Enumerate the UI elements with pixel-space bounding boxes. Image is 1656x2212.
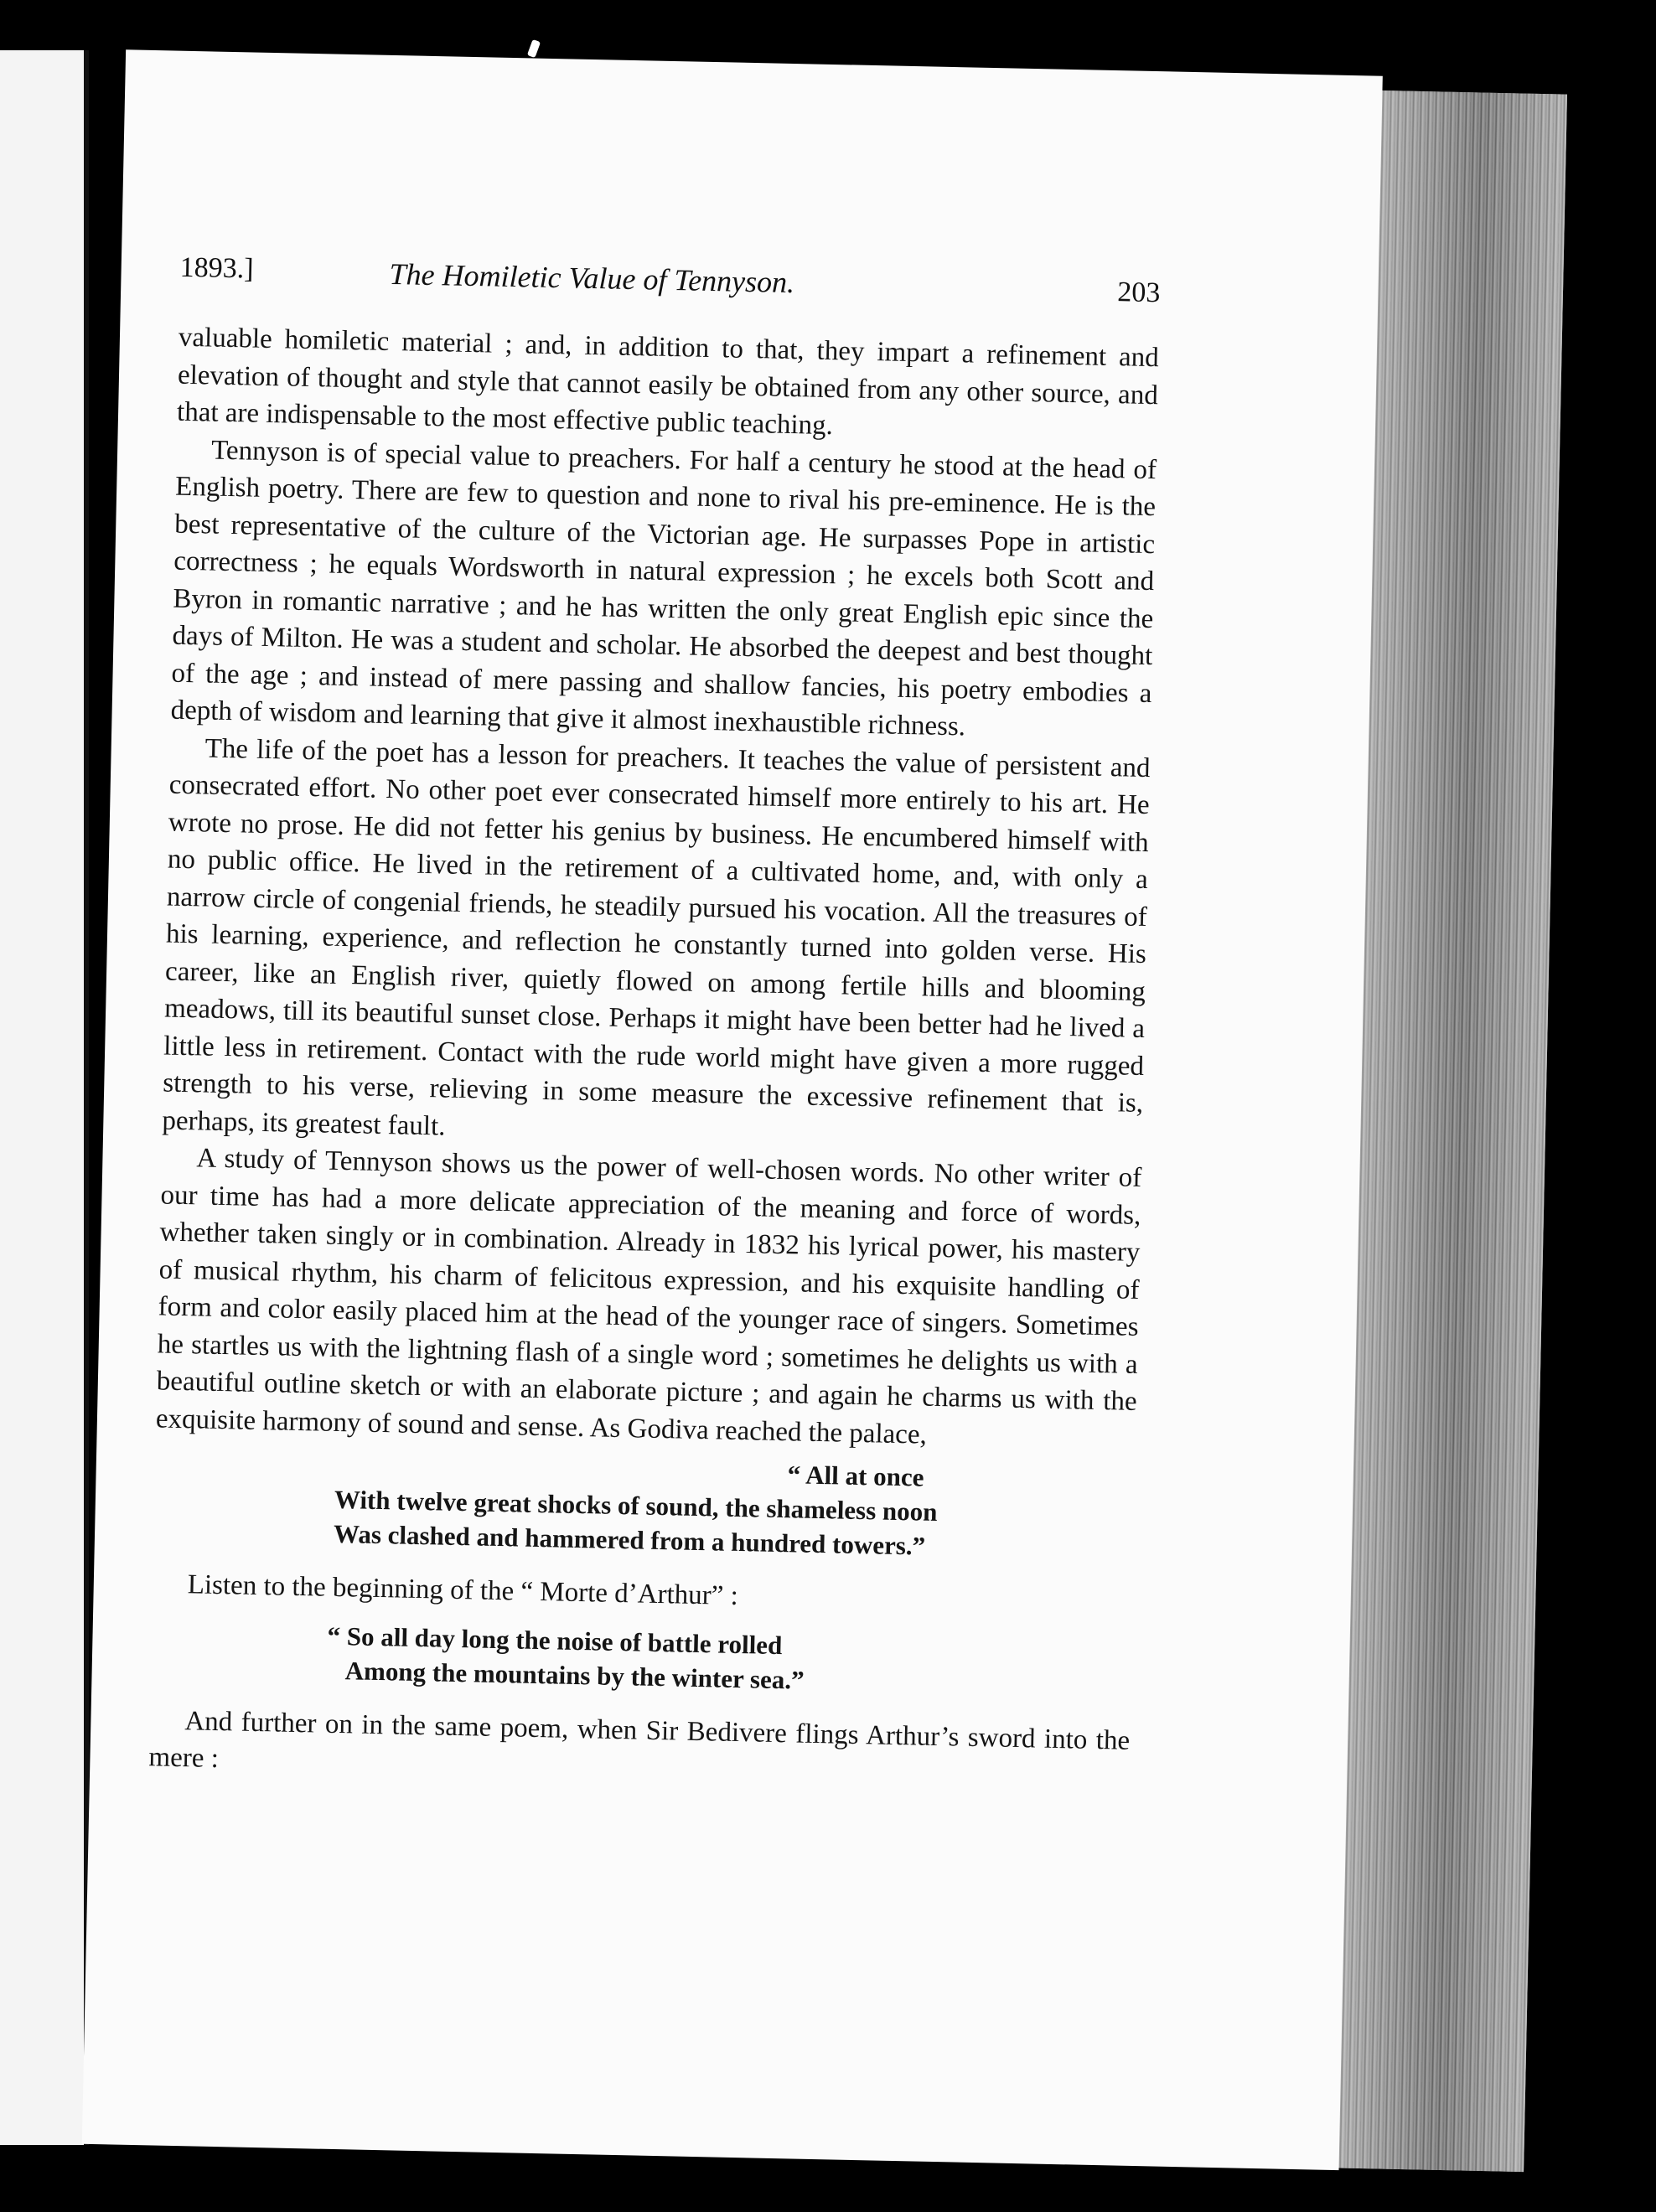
verse-line: Was clashed and hammered from a hundred towers.” [333,1518,926,1561]
book-page [82,49,1383,2170]
page-body [148,319,1159,1797]
verse-line: Among the mountains by the winter sea.” [344,1655,805,1695]
verse-quote-godiva [153,1444,1136,1567]
paragraph: A study of Tennyson shows us the power of well-chosen words. No other writer of our time has had a more delicate appreciation of the meaning and force of words, whether taken singly or in combination. Already in 1832 his lyrical power, his mastery of musical rhythm, his charm of felicitous expression, and his exquisite handling of form and color easily placed him at the head of the younger race of singers. Sometimes he startles us with the lightning flash of a single word ; sometimes he delights us with a beautiful outline sketch or with an elaborate picture ; and again he charms us with the exquisite harmony of sound and sense. As Godiva reached the palace, [155,1143,1142,1450]
paragraph: The life of the poet has a lesson for preachers. It teaches the value of persistent and consecrated effort. No other poet ever consecrated himself more entirely to his art. He wrote no prose. He did not fetter his genius by business. He encumbered himself with no public office. He lived in the retirement of a cultivated home, and, with only a narrow circle of congenial friends, he steadily pursued his vocation. All the treasures of his learning, experience, and reflection he constantly turned into golden verse. His career, like an English river, quietly flowed on among fertile hills and blooming meadows, till its beautiful sunset close. Perhaps it might have been better had he lived a little less in retirement. Contact with the rude world might have given a more rugged strength to his verse, relieving in some measure the excessive refinement that is, perhaps, its greatest fault. [162,732,1151,1142]
facing-page-edge [0,50,89,2145]
paragraph-continuation: valuable homiletic material ; and, in addition to that, they impart a refinement and elevation of thought and style that cannot easily be obtained from any other source, and that are indispensable to the most effective public teaching. [176,322,1160,442]
header-year: 1893.] [179,251,254,285]
verse-quote-morte-darthur [150,1615,1131,1703]
scan-speck [527,39,541,58]
paragraph: Tennyson is of special value to preachers. For half a century he stood at the head of English poetry. There are few to question and none to rival his pre-eminence. He is the best representative of the culture of the Victorian age. He surpasses Pope in artistic correctness ; he equals Wordsworth in natural expression ; he excels both Scott and Byron in romantic narrative ; and he has written the only great English epic since the days of Milton. He was a student and scholar. He absorbed the deepest and best thought of the age ; and instead of mere passing and shallow fancies, his poetry embodies a depth of wisdom and learning that give it almost inexhaustible richness. [170,435,1157,742]
page-number: 203 [1116,276,1161,309]
verse-line: “ So all day long the noise of battle rolled [327,1620,783,1660]
verse-line: With twelve great shocks of sound, the shameless noon [334,1484,938,1527]
paragraph-listen: Listen to the beginning of the “ Morte d’Arthur” : [187,1569,739,1611]
running-header [179,252,1161,323]
verse-line: “ All at once [787,1460,924,1492]
running-title: The Homiletic Value of Tennyson. [389,256,795,300]
paragraph-closing: And further on in the same poem, when Sir Bedivere flings Arthur’s sword into the mere : [148,1705,1131,1775]
